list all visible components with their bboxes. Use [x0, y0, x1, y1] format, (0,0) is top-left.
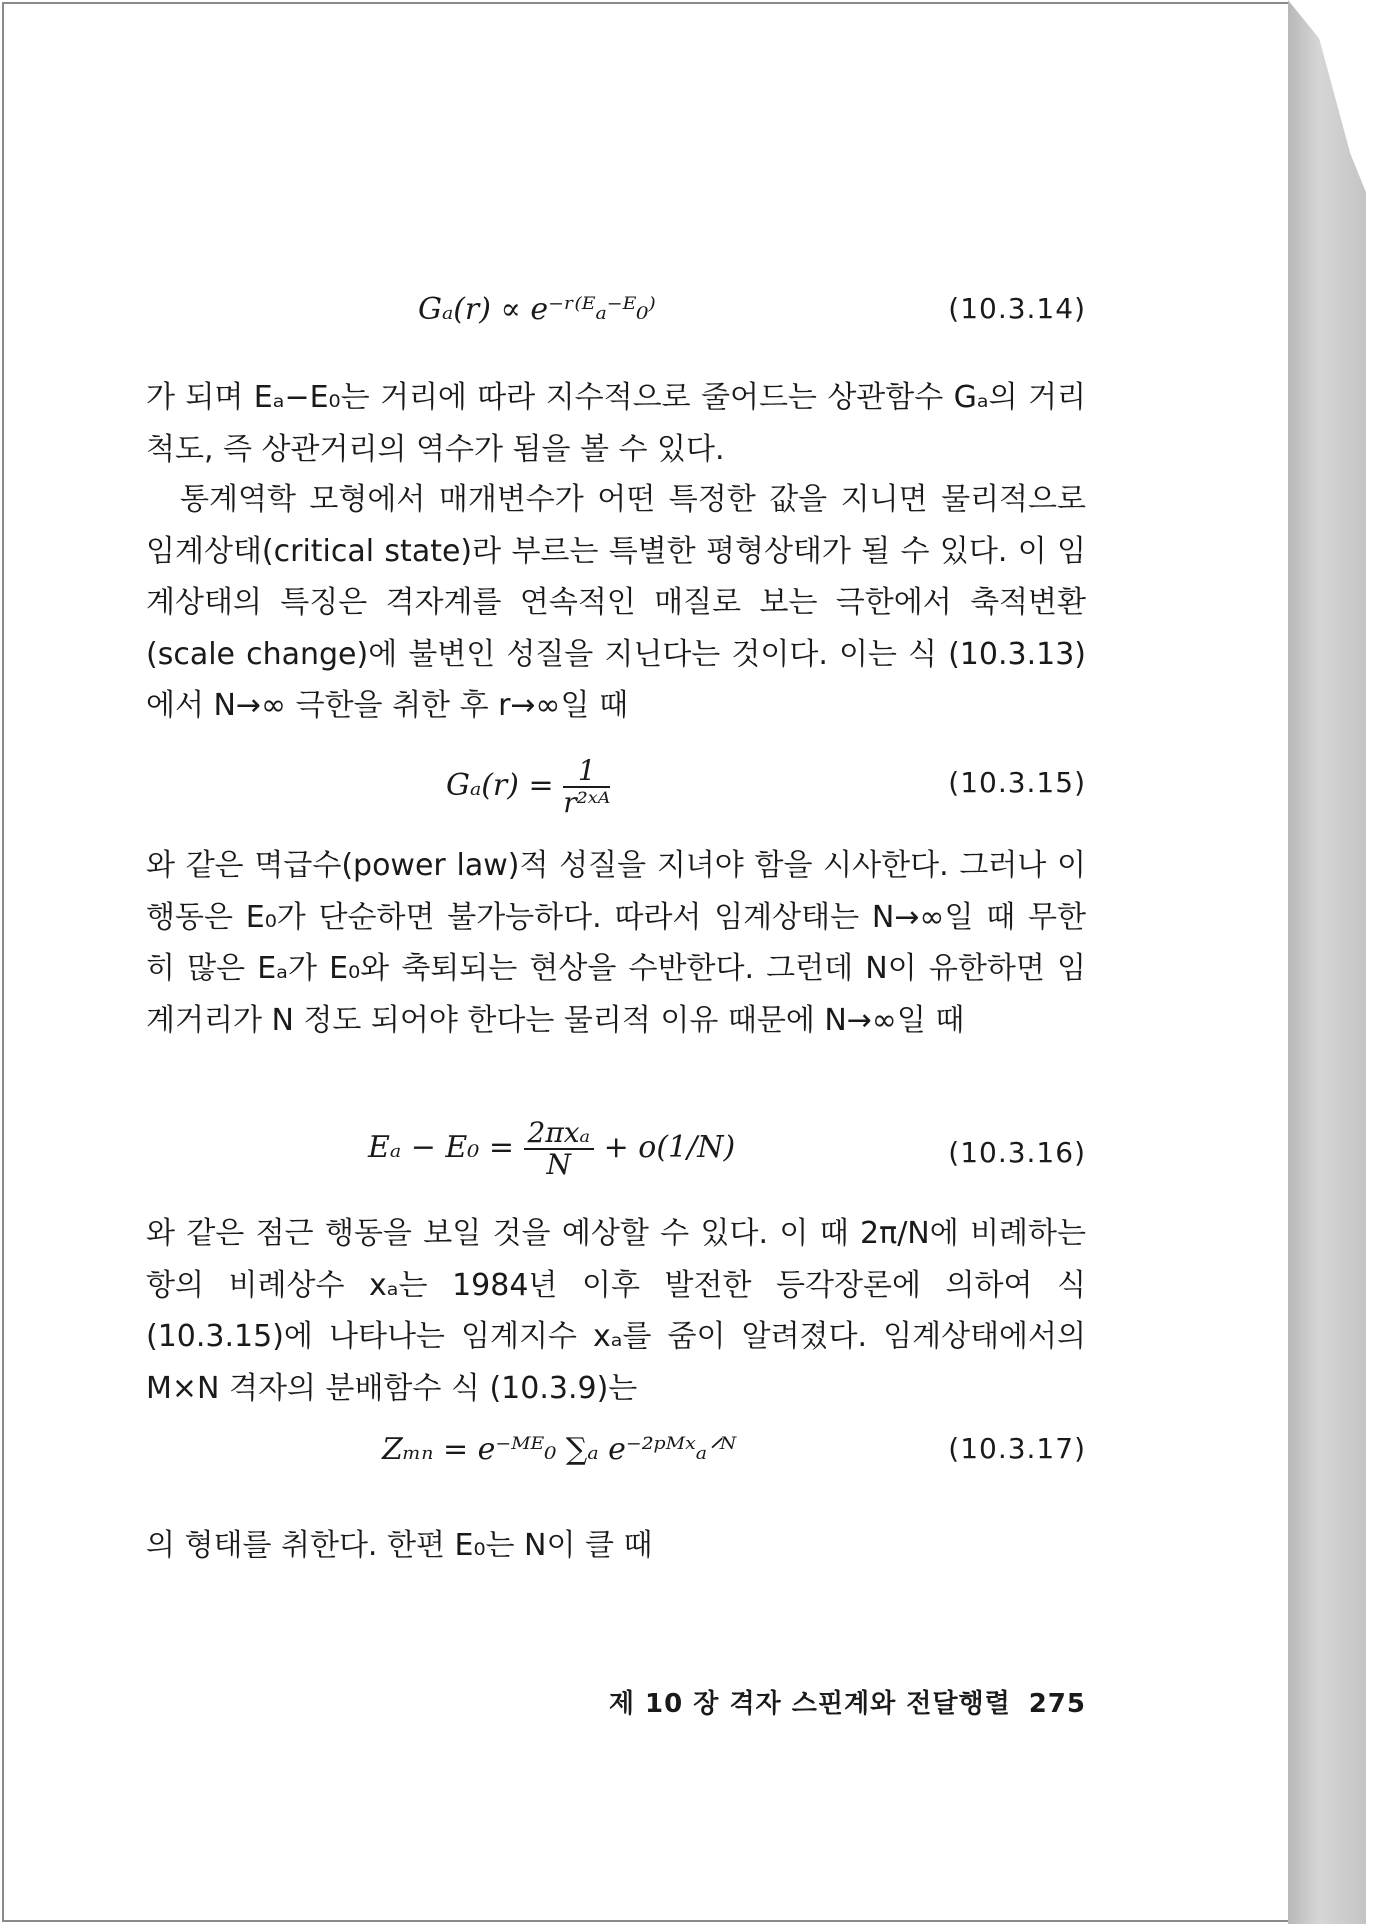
fraction-denominator: r²ˣᴬ [563, 786, 611, 819]
paragraph-1 [146, 372, 1086, 475]
fraction [524, 1118, 595, 1180]
equation-number: (10.3.17) [948, 1432, 1086, 1465]
fraction-numerator: 1 [563, 756, 610, 788]
equation-number: (10.3.14) [948, 292, 1086, 325]
paragraph-text: 와 같은 점근 행동을 보일 것을 예상할 수 있다. 이 때 2π/N에 비례하는 항의 비례상수 xₐ는 1984년 이후 발전한 등각장론에 의하여 식 (10.3.15)에 나타나는 임계지수 xₐ를 줌이 알려졌다. 임계상태에서의 M×N 격자의 분배함수 식 (10.3.9)는 [146, 1216, 1086, 1406]
equation-body [368, 1118, 735, 1180]
equation-body [446, 756, 610, 818]
page-number: 275 [1028, 1689, 1086, 1719]
paragraph-3 [146, 840, 1086, 1046]
equation-body: Gₐ(r) ∝ e⁻ʳ⁽ᴱₐ⁻ᴱ₀⁾ [418, 292, 656, 327]
paragraph-text: 와 같은 멱급수(power law)적 성질을 지녀야 함을 시사한다. 그러나 이 행동은 E₀가 단순하면 불가능하다. 따라서 임계상태는 N→∞일 때 무한히 많은 Eₐ가 E₀와 축퇴되는 현상을 수반한다. 그런데 N이 유한하면 임계거리가 N 정도 되어야 한다는 물리적 이유 때문에 N→∞일 때 [146, 848, 1086, 1038]
equation-number: (10.3.15) [948, 766, 1086, 799]
fraction-denominator: N [546, 1148, 572, 1181]
equation-lhs: Gₐ(r) = [446, 768, 564, 803]
equation-body: Zₘₙ = e⁻ᴹᴱ₀ ∑ₐ e⁻²ᵖᴹˣₐᐟᴺ [382, 1432, 737, 1467]
fraction [563, 756, 610, 818]
equation-10-3-17 [146, 1432, 1086, 1492]
page-edge-shadow [1288, 0, 1366, 1924]
paragraph-text: 가 되며 Eₐ−E₀는 거리에 따라 지수적으로 줄어드는 상관함수 Gₐ의 거리척도, 즉 상관거리의 역수가 됨을 볼 수 있다. [146, 380, 1086, 467]
paragraph-2 [146, 474, 1086, 732]
equation-rhs-tail: + o(1/N) [594, 1130, 736, 1165]
equation-lhs: Eₐ − E₀ = [368, 1130, 524, 1165]
equation-10-3-15 [146, 752, 1086, 819]
paragraph-text: 통계역학 모형에서 매개변수가 어떤 특정한 값을 지니면 물리적으로 임계상태(critical state)라 부르는 특별한 평형상태가 될 수 있다. 이 임계상태의 특징은 격자계를 연속적인 매질로 보는 극한에서 축적변환(scale change)에 불변인 성질을 지닌다는 것이다. 이는 식 (10.3.13)에서 N→∞ 극한을 취한 후 r→∞일 때 [146, 482, 1086, 723]
equation-10-3-16 [146, 1116, 1086, 1181]
fraction-numerator: 2πxₐ [524, 1118, 595, 1150]
paragraph-5 [146, 1520, 1086, 1572]
chapter-title: 제 10 장 격자 스핀계와 전달행렬 [608, 1689, 1011, 1719]
running-footer [146, 1683, 1086, 1720]
paragraph-text: 의 형태를 취한다. 한편 E₀는 N이 클 때 [146, 1528, 653, 1563]
equation-number: (10.3.16) [948, 1136, 1086, 1169]
paragraph-4 [146, 1208, 1086, 1414]
equation-10-3-14 [146, 292, 1086, 352]
